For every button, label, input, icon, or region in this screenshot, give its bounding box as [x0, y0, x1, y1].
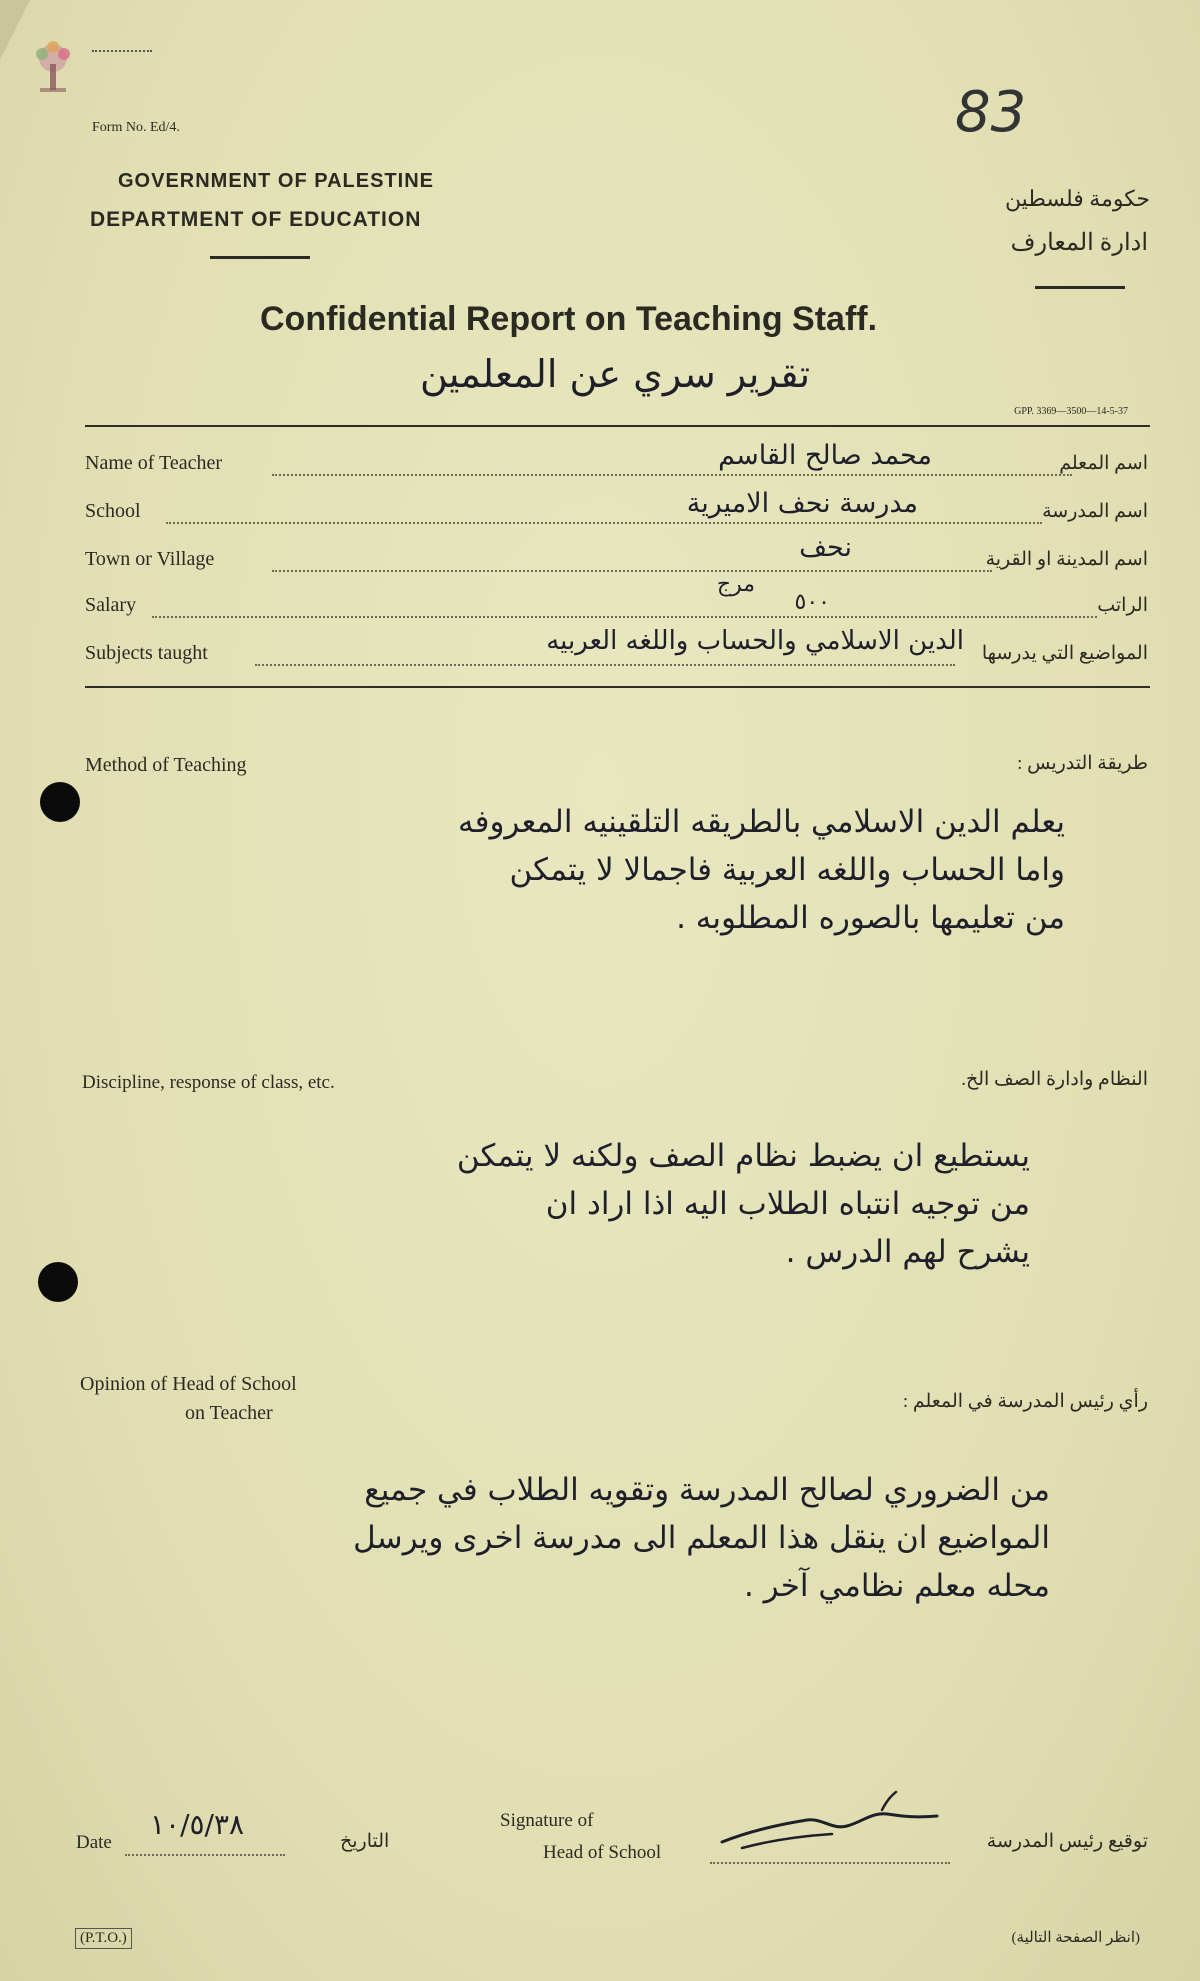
date-line — [125, 1854, 285, 1856]
opinion-line-2: المواضيع ان ينقل هذا المعلم الى مدرسة اخرى ويرسل — [353, 1520, 1050, 1556]
school-value: مدرسة نحف الاميرية — [686, 488, 918, 519]
town-or-village-label-ar: اسم المدينة او القرية — [985, 549, 1148, 570]
subjects-taught-label-ar: المواضيع التي يدرسها — [981, 643, 1148, 664]
signature-label-ar: توقيع رئيس المدرسة — [986, 1831, 1148, 1852]
signature-line — [710, 1862, 950, 1864]
name-of-teacher-value: محمد صالح القاسم — [718, 440, 932, 471]
salary-label-ar: الراتب — [1097, 595, 1148, 616]
salary-note: مرج — [716, 572, 755, 597]
corner-mark — [92, 48, 152, 52]
opinion-label-line-1: Opinion of Head of School — [80, 1373, 297, 1395]
punch-hole-top — [40, 782, 80, 822]
school-label: School — [85, 500, 141, 522]
discipline-line-2: من توجيه انتباه الطلاب اليه اذا اراد ان — [545, 1186, 1030, 1222]
header-divider-left — [210, 256, 310, 259]
discipline-text — [270, 1132, 1030, 1276]
salary-value: ٥٠٠ — [794, 590, 830, 615]
town-or-village-line — [272, 570, 992, 572]
discipline-line-1: يستطيع ان يضبط نظام الصف ولكنه لا يتمكن — [456, 1138, 1030, 1174]
signature-label-line-2: Head of School — [543, 1842, 662, 1863]
report-title-ar: تقرير سري عن المعلمين — [420, 352, 811, 396]
school-label-ar: اسم المدرسة — [1042, 501, 1148, 522]
signature-label-line-1: Signature of — [500, 1810, 594, 1831]
discipline-label-ar: النظام وادارة الصف الخ. — [961, 1069, 1148, 1090]
salary-line — [152, 616, 1097, 618]
opinion-line-1: من الضروري لصالح المدرسة وتقويه الطلاب في جميع — [364, 1472, 1050, 1508]
header-divider-right — [1035, 286, 1125, 289]
pto-label-ar: (انظر الصفحة التالية) — [1011, 1930, 1140, 1946]
method-line-2: واما الحساب واللغه العربية فاجمالا لا يتمكن — [509, 852, 1065, 888]
pto-label: (P.T.O.) — [75, 1928, 132, 1949]
subjects-taught-label: Subjects taught — [85, 642, 208, 664]
opinion-label-ar: رأي رئيس المدرسة في المعلم : — [902, 1391, 1148, 1412]
method-line-3: من تعليمها بالصوره المطلوبه . — [676, 900, 1065, 936]
date-label: Date — [76, 1832, 112, 1853]
page-number: 83 — [955, 80, 1027, 145]
opinion-label-line-2: on Teacher — [185, 1402, 273, 1424]
opinion-line-3: محله معلم نظامي آخر . — [743, 1568, 1050, 1604]
discipline-line-3: يشرح لهم الدرس . — [785, 1234, 1030, 1270]
report-title-en: Confidential Report on Teaching Staff. — [260, 300, 878, 338]
department-title-en: DEPARTMENT OF EDUCATION — [90, 208, 422, 231]
school-line — [166, 522, 1042, 524]
date-value: ١٠/٥/٣٨ — [150, 1808, 245, 1841]
name-of-teacher-label-ar: اسم المعلم — [1059, 453, 1148, 474]
town-or-village-value: نحف — [799, 532, 852, 563]
salary-label: Salary — [85, 594, 137, 616]
punch-hole-bottom — [38, 1262, 78, 1302]
head-of-school-signature — [712, 1790, 952, 1860]
town-or-village-label: Town or Village — [85, 548, 215, 570]
print-code: GPP. 3369—3500—14-5-37 — [1014, 406, 1128, 417]
name-of-teacher-label: Name of Teacher — [85, 452, 223, 474]
discipline-label: Discipline, response of class, etc. — [82, 1072, 335, 1093]
method-of-teaching-label-ar: طريقة التدريس : — [1017, 753, 1148, 774]
fields-bottom-rule — [85, 686, 1150, 688]
subjects-taught-line — [255, 664, 955, 666]
government-title-ar: حكومة فلسطين — [1004, 186, 1150, 211]
method-line-1: يعلم الدين الاسلامي بالطريقه التلقينيه المعروفه — [458, 804, 1065, 840]
date-label-ar: التاريخ — [340, 1831, 390, 1852]
government-title-en: GOVERNMENT OF PALESTINE — [118, 170, 434, 192]
opinion-text — [190, 1466, 1050, 1610]
top-rule — [85, 425, 1150, 427]
archive-logo-icon — [22, 38, 84, 104]
form-number: Form No. Ed/4. — [92, 120, 180, 135]
subjects-taught-value: الدين الاسلامي والحساب واللغه العربيه — [546, 626, 964, 656]
department-title-ar: ادارة المعارف — [1010, 230, 1148, 256]
name-of-teacher-line — [272, 474, 1072, 476]
method-of-teaching-text — [305, 798, 1065, 942]
method-of-teaching-label: Method of Teaching — [85, 754, 247, 776]
